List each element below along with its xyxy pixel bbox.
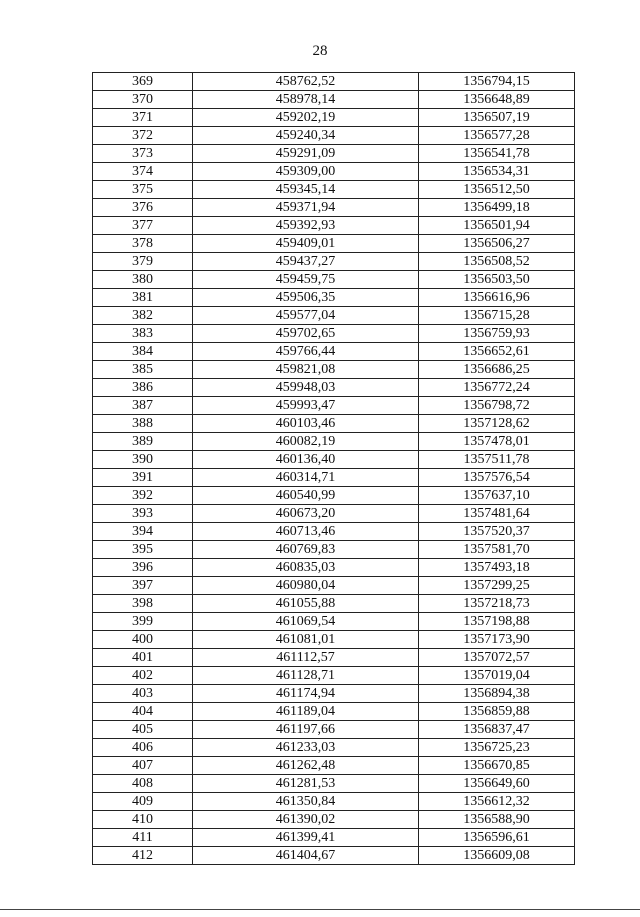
point-number-cell: 385 bbox=[93, 361, 193, 379]
point-number-cell: 401 bbox=[93, 649, 193, 667]
y-coordinate-cell: 1356837,47 bbox=[419, 721, 575, 739]
y-coordinate-cell: 1356503,50 bbox=[419, 271, 575, 289]
y-coordinate-cell: 1356772,24 bbox=[419, 379, 575, 397]
point-number-cell: 409 bbox=[93, 793, 193, 811]
y-coordinate-cell: 1356759,93 bbox=[419, 325, 575, 343]
x-coordinate-cell: 461174,94 bbox=[193, 685, 419, 703]
x-coordinate-cell: 459437,27 bbox=[193, 253, 419, 271]
x-coordinate-cell: 461055,88 bbox=[193, 595, 419, 613]
point-number-cell: 411 bbox=[93, 829, 193, 847]
x-coordinate-cell: 459309,00 bbox=[193, 163, 419, 181]
x-coordinate-cell: 460980,04 bbox=[193, 577, 419, 595]
x-coordinate-cell: 459702,65 bbox=[193, 325, 419, 343]
point-number-cell: 404 bbox=[93, 703, 193, 721]
point-number-cell: 405 bbox=[93, 721, 193, 739]
table-row bbox=[93, 775, 575, 793]
x-coordinate-cell: 459291,09 bbox=[193, 145, 419, 163]
x-coordinate-cell: 461081,01 bbox=[193, 631, 419, 649]
y-coordinate-cell: 1356534,31 bbox=[419, 163, 575, 181]
x-coordinate-cell: 459371,94 bbox=[193, 199, 419, 217]
table-row bbox=[93, 163, 575, 181]
point-number-cell: 400 bbox=[93, 631, 193, 649]
table-row bbox=[93, 199, 575, 217]
page-number: 28 bbox=[312, 43, 328, 59]
table-row bbox=[93, 397, 575, 415]
x-coordinate-cell: 461233,03 bbox=[193, 739, 419, 757]
y-coordinate-cell: 1357072,57 bbox=[419, 649, 575, 667]
table-row bbox=[93, 613, 575, 631]
x-coordinate-cell: 461069,54 bbox=[193, 613, 419, 631]
point-number-cell: 396 bbox=[93, 559, 193, 577]
table-row bbox=[93, 631, 575, 649]
point-number-cell: 388 bbox=[93, 415, 193, 433]
y-coordinate-cell: 1356588,90 bbox=[419, 811, 575, 829]
y-coordinate-cell: 1356499,18 bbox=[419, 199, 575, 217]
y-coordinate-cell: 1356609,08 bbox=[419, 847, 575, 865]
table-row bbox=[93, 127, 575, 145]
x-coordinate-cell: 459392,93 bbox=[193, 217, 419, 235]
point-number-cell: 376 bbox=[93, 199, 193, 217]
y-coordinate-cell: 1356652,61 bbox=[419, 343, 575, 361]
x-coordinate-cell: 460835,03 bbox=[193, 559, 419, 577]
x-coordinate-cell: 458978,14 bbox=[193, 91, 419, 109]
bottom-divider bbox=[0, 909, 640, 910]
y-coordinate-cell: 1356512,50 bbox=[419, 181, 575, 199]
point-number-cell: 407 bbox=[93, 757, 193, 775]
table-row bbox=[93, 415, 575, 433]
point-number-cell: 391 bbox=[93, 469, 193, 487]
x-coordinate-cell: 461189,04 bbox=[193, 703, 419, 721]
point-number-cell: 369 bbox=[93, 73, 193, 91]
x-coordinate-cell: 461281,53 bbox=[193, 775, 419, 793]
table-row bbox=[93, 217, 575, 235]
coordinates-table-body bbox=[93, 73, 575, 865]
point-number-cell: 393 bbox=[93, 505, 193, 523]
point-number-cell: 374 bbox=[93, 163, 193, 181]
point-number-cell: 371 bbox=[93, 109, 193, 127]
point-number-cell: 373 bbox=[93, 145, 193, 163]
x-coordinate-cell: 461262,48 bbox=[193, 757, 419, 775]
table-row bbox=[93, 829, 575, 847]
y-coordinate-cell: 1357198,88 bbox=[419, 613, 575, 631]
table-row bbox=[93, 181, 575, 199]
y-coordinate-cell: 1356725,23 bbox=[419, 739, 575, 757]
point-number-cell: 403 bbox=[93, 685, 193, 703]
table-row bbox=[93, 757, 575, 775]
table-row bbox=[93, 595, 575, 613]
point-number-cell: 390 bbox=[93, 451, 193, 469]
y-coordinate-cell: 1356715,28 bbox=[419, 307, 575, 325]
y-coordinate-cell: 1357576,54 bbox=[419, 469, 575, 487]
y-coordinate-cell: 1356506,27 bbox=[419, 235, 575, 253]
y-coordinate-cell: 1356577,28 bbox=[419, 127, 575, 145]
y-coordinate-cell: 1357173,90 bbox=[419, 631, 575, 649]
x-coordinate-cell: 461350,84 bbox=[193, 793, 419, 811]
y-coordinate-cell: 1356507,19 bbox=[419, 109, 575, 127]
point-number-cell: 384 bbox=[93, 343, 193, 361]
x-coordinate-cell: 460769,83 bbox=[193, 541, 419, 559]
x-coordinate-cell: 459409,01 bbox=[193, 235, 419, 253]
point-number-cell: 398 bbox=[93, 595, 193, 613]
table-row bbox=[93, 703, 575, 721]
x-coordinate-cell: 459202,19 bbox=[193, 109, 419, 127]
x-coordinate-cell: 461112,57 bbox=[193, 649, 419, 667]
y-coordinate-cell: 1357581,70 bbox=[419, 541, 575, 559]
x-coordinate-cell: 461399,41 bbox=[193, 829, 419, 847]
point-number-cell: 379 bbox=[93, 253, 193, 271]
x-coordinate-cell: 461197,66 bbox=[193, 721, 419, 739]
table-row bbox=[93, 145, 575, 163]
x-coordinate-cell: 459240,34 bbox=[193, 127, 419, 145]
x-coordinate-cell: 460713,46 bbox=[193, 523, 419, 541]
y-coordinate-cell: 1356596,61 bbox=[419, 829, 575, 847]
point-number-cell: 399 bbox=[93, 613, 193, 631]
y-coordinate-cell: 1356686,25 bbox=[419, 361, 575, 379]
x-coordinate-cell: 458762,52 bbox=[193, 73, 419, 91]
table-row bbox=[93, 91, 575, 109]
y-coordinate-cell: 1357478,01 bbox=[419, 433, 575, 451]
table-row bbox=[93, 487, 575, 505]
table-row bbox=[93, 541, 575, 559]
table-row bbox=[93, 739, 575, 757]
table-row bbox=[93, 469, 575, 487]
table-row bbox=[93, 343, 575, 361]
table-row bbox=[93, 379, 575, 397]
table-row bbox=[93, 361, 575, 379]
table-row bbox=[93, 811, 575, 829]
x-coordinate-cell: 459577,04 bbox=[193, 307, 419, 325]
x-coordinate-cell: 460540,99 bbox=[193, 487, 419, 505]
x-coordinate-cell: 459993,47 bbox=[193, 397, 419, 415]
x-coordinate-cell: 459506,35 bbox=[193, 289, 419, 307]
x-coordinate-cell: 460082,19 bbox=[193, 433, 419, 451]
table-row bbox=[93, 451, 575, 469]
x-coordinate-cell: 461128,71 bbox=[193, 667, 419, 685]
table-row bbox=[93, 73, 575, 91]
y-coordinate-cell: 1356859,88 bbox=[419, 703, 575, 721]
table-row bbox=[93, 523, 575, 541]
point-number-cell: 372 bbox=[93, 127, 193, 145]
y-coordinate-cell: 1356798,72 bbox=[419, 397, 575, 415]
y-coordinate-cell: 1356508,52 bbox=[419, 253, 575, 271]
point-number-cell: 402 bbox=[93, 667, 193, 685]
y-coordinate-cell: 1357128,62 bbox=[419, 415, 575, 433]
y-coordinate-cell: 1357299,25 bbox=[419, 577, 575, 595]
y-coordinate-cell: 1356649,60 bbox=[419, 775, 575, 793]
coordinates-table bbox=[92, 72, 575, 865]
table-row bbox=[93, 685, 575, 703]
x-coordinate-cell: 459345,14 bbox=[193, 181, 419, 199]
point-number-cell: 406 bbox=[93, 739, 193, 757]
table-row bbox=[93, 721, 575, 739]
table-row bbox=[93, 325, 575, 343]
x-coordinate-cell: 460673,20 bbox=[193, 505, 419, 523]
table-row bbox=[93, 793, 575, 811]
point-number-cell: 370 bbox=[93, 91, 193, 109]
point-number-cell: 383 bbox=[93, 325, 193, 343]
point-number-cell: 381 bbox=[93, 289, 193, 307]
y-coordinate-cell: 1357218,73 bbox=[419, 595, 575, 613]
y-coordinate-cell: 1356648,89 bbox=[419, 91, 575, 109]
table-row bbox=[93, 505, 575, 523]
table-row bbox=[93, 253, 575, 271]
x-coordinate-cell: 461390,02 bbox=[193, 811, 419, 829]
y-coordinate-cell: 1357637,10 bbox=[419, 487, 575, 505]
table-row bbox=[93, 577, 575, 595]
table-row bbox=[93, 559, 575, 577]
table-row bbox=[93, 667, 575, 685]
y-coordinate-cell: 1357493,18 bbox=[419, 559, 575, 577]
table-row bbox=[93, 433, 575, 451]
y-coordinate-cell: 1356501,94 bbox=[419, 217, 575, 235]
point-number-cell: 392 bbox=[93, 487, 193, 505]
y-coordinate-cell: 1356616,96 bbox=[419, 289, 575, 307]
table-row bbox=[93, 307, 575, 325]
x-coordinate-cell: 459821,08 bbox=[193, 361, 419, 379]
table-row bbox=[93, 649, 575, 667]
y-coordinate-cell: 1356612,32 bbox=[419, 793, 575, 811]
y-coordinate-cell: 1356541,78 bbox=[419, 145, 575, 163]
x-coordinate-cell: 459948,03 bbox=[193, 379, 419, 397]
point-number-cell: 412 bbox=[93, 847, 193, 865]
y-coordinate-cell: 1357481,64 bbox=[419, 505, 575, 523]
point-number-cell: 389 bbox=[93, 433, 193, 451]
point-number-cell: 380 bbox=[93, 271, 193, 289]
point-number-cell: 377 bbox=[93, 217, 193, 235]
point-number-cell: 395 bbox=[93, 541, 193, 559]
x-coordinate-cell: 459766,44 bbox=[193, 343, 419, 361]
point-number-cell: 394 bbox=[93, 523, 193, 541]
table-row bbox=[93, 109, 575, 127]
point-number-cell: 387 bbox=[93, 397, 193, 415]
point-number-cell: 397 bbox=[93, 577, 193, 595]
point-number-cell: 382 bbox=[93, 307, 193, 325]
point-number-cell: 410 bbox=[93, 811, 193, 829]
y-coordinate-cell: 1357019,04 bbox=[419, 667, 575, 685]
point-number-cell: 375 bbox=[93, 181, 193, 199]
table-row bbox=[93, 847, 575, 865]
y-coordinate-cell: 1357511,78 bbox=[419, 451, 575, 469]
table-row bbox=[93, 289, 575, 307]
point-number-cell: 408 bbox=[93, 775, 193, 793]
table-row bbox=[93, 235, 575, 253]
y-coordinate-cell: 1356670,85 bbox=[419, 757, 575, 775]
x-coordinate-cell: 461404,67 bbox=[193, 847, 419, 865]
y-coordinate-cell: 1356794,15 bbox=[419, 73, 575, 91]
x-coordinate-cell: 460314,71 bbox=[193, 469, 419, 487]
y-coordinate-cell: 1356894,38 bbox=[419, 685, 575, 703]
x-coordinate-cell: 459459,75 bbox=[193, 271, 419, 289]
point-number-cell: 378 bbox=[93, 235, 193, 253]
x-coordinate-cell: 460103,46 bbox=[193, 415, 419, 433]
table-row bbox=[93, 271, 575, 289]
y-coordinate-cell: 1357520,37 bbox=[419, 523, 575, 541]
point-number-cell: 386 bbox=[93, 379, 193, 397]
x-coordinate-cell: 460136,40 bbox=[193, 451, 419, 469]
